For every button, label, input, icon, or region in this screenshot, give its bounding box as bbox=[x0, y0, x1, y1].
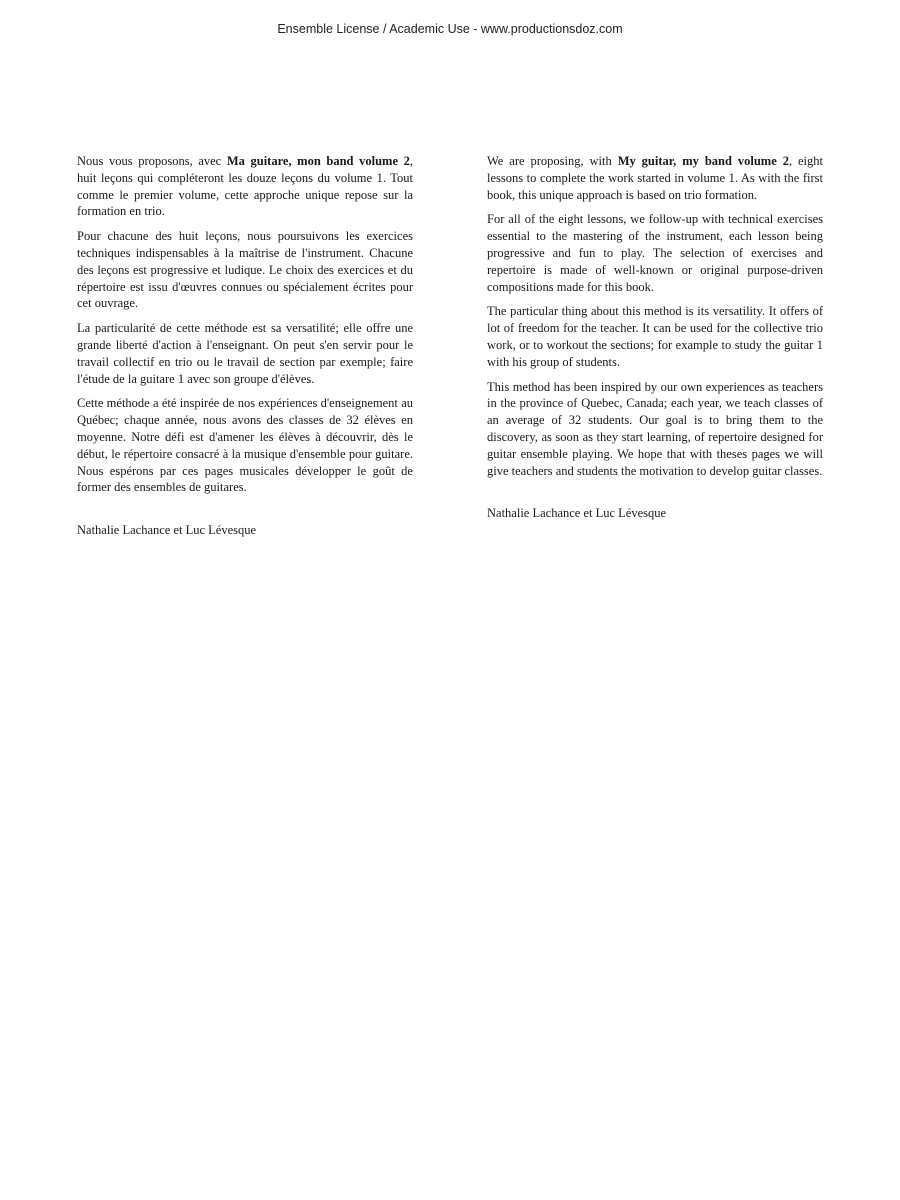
english-paragraph-3: The particular thing about this method is its versatility. It offers of lot of freedom for the teacher. It can be used for the collective trio work, or to workout the sections; for example to study the guitar 1 with his group of students. bbox=[487, 304, 823, 369]
french-paragraph-1 bbox=[77, 153, 413, 220]
english-intro-rest: , eight lessons to complete the work started in volume 1. As with the first book, this unique approach is based on trio formation. bbox=[487, 154, 824, 202]
license-header: Ensemble License / Academic Use - www.productionsdoz.com bbox=[277, 22, 623, 36]
english-signature: Nathalie Lachance et Luc Lévesque bbox=[487, 506, 667, 521]
french-signature: Nathalie Lachance et Luc Lévesque bbox=[77, 523, 257, 538]
french-book-title: Ma guitare, mon band volume 2 bbox=[226, 154, 410, 168]
french-paragraph-4: Cette méthode a été inspirée de nos expériences d'enseignement au Québec; chaque année, nous avons des classes de 32 élèves en moyenne. Notre défi est d'amener les élèves à découvrir, dès le début, le répertoire consacré à la musique d'ensemble pour guitare. Nous espérons par ces pages musicales développer le goût de former des ensembles de guitares. bbox=[77, 396, 413, 495]
english-paragraph-2: For all of the eight lessons, we follow-up with technical exercises essential to the mastering of the instrument, each lesson being progressive and fun to play. The selection of exercises and repertoire is made of well-known or original purpose-driven compositions made for this book. bbox=[487, 212, 823, 294]
english-intro-text: We are proposing, with bbox=[487, 154, 618, 168]
french-column bbox=[77, 153, 413, 547]
english-book-title: My guitar, my band volume 2 bbox=[617, 154, 789, 168]
english-paragraph-1 bbox=[487, 153, 823, 203]
english-paragraph-4: This method has been inspired by our own experiences as teachers in the province of Quebec, Canada; each year, we teach classes of an average of 32 students. Our goal is to bring them to the discovery, as soon as they start learning, of repertoire designed for guitar ensemble playing. We hope that with theses pages we will give teachers and students the motivation to develop guitar classes. bbox=[487, 379, 823, 478]
english-column bbox=[487, 153, 823, 530]
french-paragraph-3: La particularité de cette méthode est sa versatilité; elle offre une grande liberté d'action à l'enseignant. On peut s'en servir pour le travail collectif en trio ou le travail de section par exemple; faire l'étude de la guitare 1 avec son groupe d'élèves. bbox=[77, 321, 413, 386]
french-intro-text: Nous vous proposons, avec bbox=[77, 154, 227, 168]
french-intro-rest: , huit leçons qui compléteront les douze leçons du volume 1. Tout comme le premier volume, cette approche unique repose sur la formation en trio. bbox=[77, 154, 413, 219]
french-paragraph-2: Pour chacune des huit leçons, nous poursuivons les exercices techniques indispensables à la maîtrise de l'instrument. Chacune des leçons est progressive et ludique. Le choix des exercices et du répertoire est issu d'œuvres connues ou spécialement écrites pour cet ouvrage. bbox=[77, 229, 413, 311]
